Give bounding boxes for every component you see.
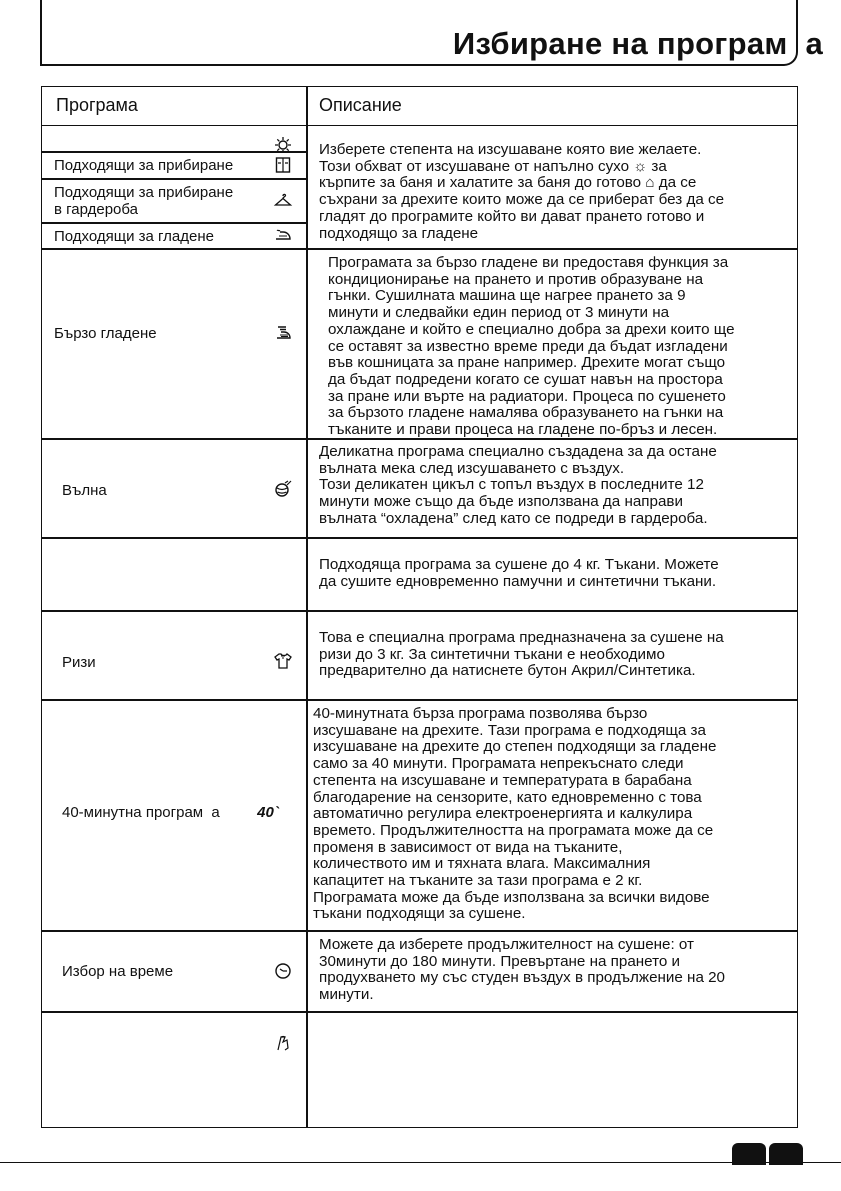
program-time-selection: Избор на време [62,963,174,980]
row-divider [42,438,797,440]
table-header-row [42,87,797,126]
dry-level-description: Изберете степента на изсушаване която вие желаете. Този обхват от изсушаване от напълно сухо ☼ за кърпите за баня и халатите за баня до готово ⌂ да се съхрани за дрехите които може да се приберат без да се гладят до програмите който ви дават прането готово и подходящо за гладене [319,141,725,242]
cupboard-icon [271,155,295,175]
page-title: Избиране на програм а [452,26,823,61]
quick-iron-description: Програмата за бързо гладене ви предоставя функция за кондиционирање на прането и против образуване на гънки. Сушилната машина ще нагрее прането за 9 минути и следвайки един период от 3 минути на охлаждане и който е специално добра за дрехи които ще се оставят за известно време преди да бъдат изгладени във кошницата за пране например. Дрехите могат също да бъдат подредени когато се сушат навън на простора за пране или върте на радиатори. Процеса по сушенето за бързото гладене намалява образуването на гънки на тъканите и прави процеса на гладене по-бръз и лесен. [328,254,735,439]
sub-divider [42,222,306,224]
refresh-icon [271,1033,295,1053]
shirts-description: Това е специална програма предназначена за сушене на ризи до 3 кг. За синтетични тъкани е необходимо предварително да натиснете бутон Акрил/Синтетика. [319,629,724,680]
time-selection-description: Можете да изберете продължителност на сушене: от 30минути до 180 минути. Превъртане на прането и продухването му със студен въздух в продължение на 20 минути. [319,936,726,1004]
header-program: Програма [56,95,138,115]
quick-iron-icon [271,323,295,343]
row-divider [42,699,797,701]
row-divider [42,930,797,932]
iron-icon [271,225,295,245]
row-divider [42,610,797,612]
program-shirts: Ризи [62,654,96,671]
program-quick-iron: Бързо гладене [54,325,157,342]
row-divider [42,248,797,250]
40-minute-icon: 40` [257,804,279,821]
hanger-icon [271,191,295,211]
wool-icon [271,479,295,499]
dry-level-iron: Подходящи за гладене [54,228,214,245]
program-40-minute: 40-минутна програм а [62,804,220,821]
program-table [41,86,798,1128]
header-description: Описание [319,95,402,115]
shirt-icon [271,651,295,671]
sub-divider [42,178,306,180]
page-tab-right [769,1143,803,1165]
40-minute-description: 40-минутната бърза програма позволява бързо изсушаване на дрехите. Тази програма е подходяща за изсушаване на дрехите до степен подходящи за гладене само за 40 минути. Програмата непрекъснато следи степента на изсушаване и температурата в барабана благодарение на сензорите, като едновременно с това автоматично регулира електроенергията и калкулира времето. Продължителността на програмата може да се променя в зависимост от вида на тъканите, количеството им и тяхната влага. Максималния капацитет на тъканите за тази програма е 2 кг. Програмата може да бъде използвана за всички видове тъкани подходящи за сушене. [313,705,717,923]
page-tab-left [732,1143,766,1165]
sub-divider [42,151,306,153]
dry-level-wardrobe: Подходящи за прибиране в гардероба [54,184,234,218]
mixed-description: Подходяща програма за сушене до 4 кг. Тъкани. Можете да сушите едновременно памучни и синтетични тъкани. [319,556,719,590]
row-divider [42,537,797,539]
column-divider [306,87,308,1127]
wool-description: Деликатна програма специално създадена за да остане вълната мека след изсушаването с въздух. Този деликатен цикъл с топъл въздух в последните 12 минути може също да бъде използвана да направи вълната “охладена” след като се подреди в гардероба. [319,443,717,527]
clock-icon [271,961,295,981]
row-divider [42,1011,797,1013]
footer-rule [0,1162,841,1163]
program-wool: Вълна [62,482,107,499]
dry-level-cupboard: Подходящи за прибиране [54,157,234,174]
